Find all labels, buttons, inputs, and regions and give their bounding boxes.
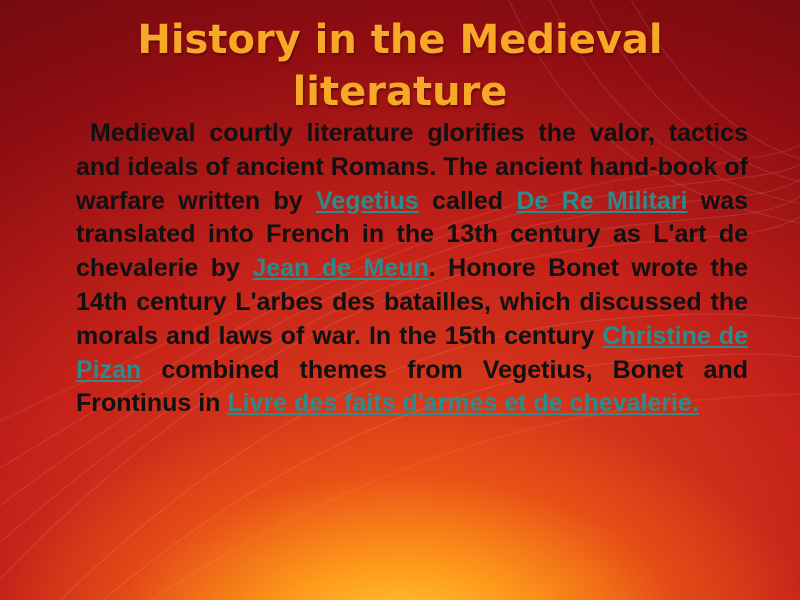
hyperlink-christine-de-pizan[interactable]: Christine de Pizan [76, 321, 748, 384]
slide-title: History in the Medieval literature [137, 17, 663, 115]
paragraph-text: was translated into French in the 13th century as L'art de chevalerie by [76, 186, 749, 283]
paragraph-text: called [418, 186, 517, 215]
hyperlink-de-re-militari[interactable]: De Re Militari [516, 186, 688, 215]
hyperlink-livre-des-faits-d-armes-et-de-chevalerie[interactable]: Livre des faits d'armes et de chevalerie. [227, 389, 699, 418]
hyperlink-jean-de-meun[interactable]: Jean de Meun [252, 254, 429, 283]
paragraph-text: . Honore Bonet wrote the 14th century L'arbes des batailles, which discussed the morals and laws of war. In the 15th century [76, 254, 749, 350]
body-paragraph [76, 117, 748, 421]
paragraph-text: combined themes from Vegetius, Bonet and Frontinus in [76, 355, 748, 418]
hyperlink-vegetius[interactable]: Vegetius [316, 186, 419, 215]
paragraph-text: Medieval courtly literature glorifies the valor, tactics and ideals of ancient Romans. The ancient hand-book of warfare written by [76, 119, 748, 215]
